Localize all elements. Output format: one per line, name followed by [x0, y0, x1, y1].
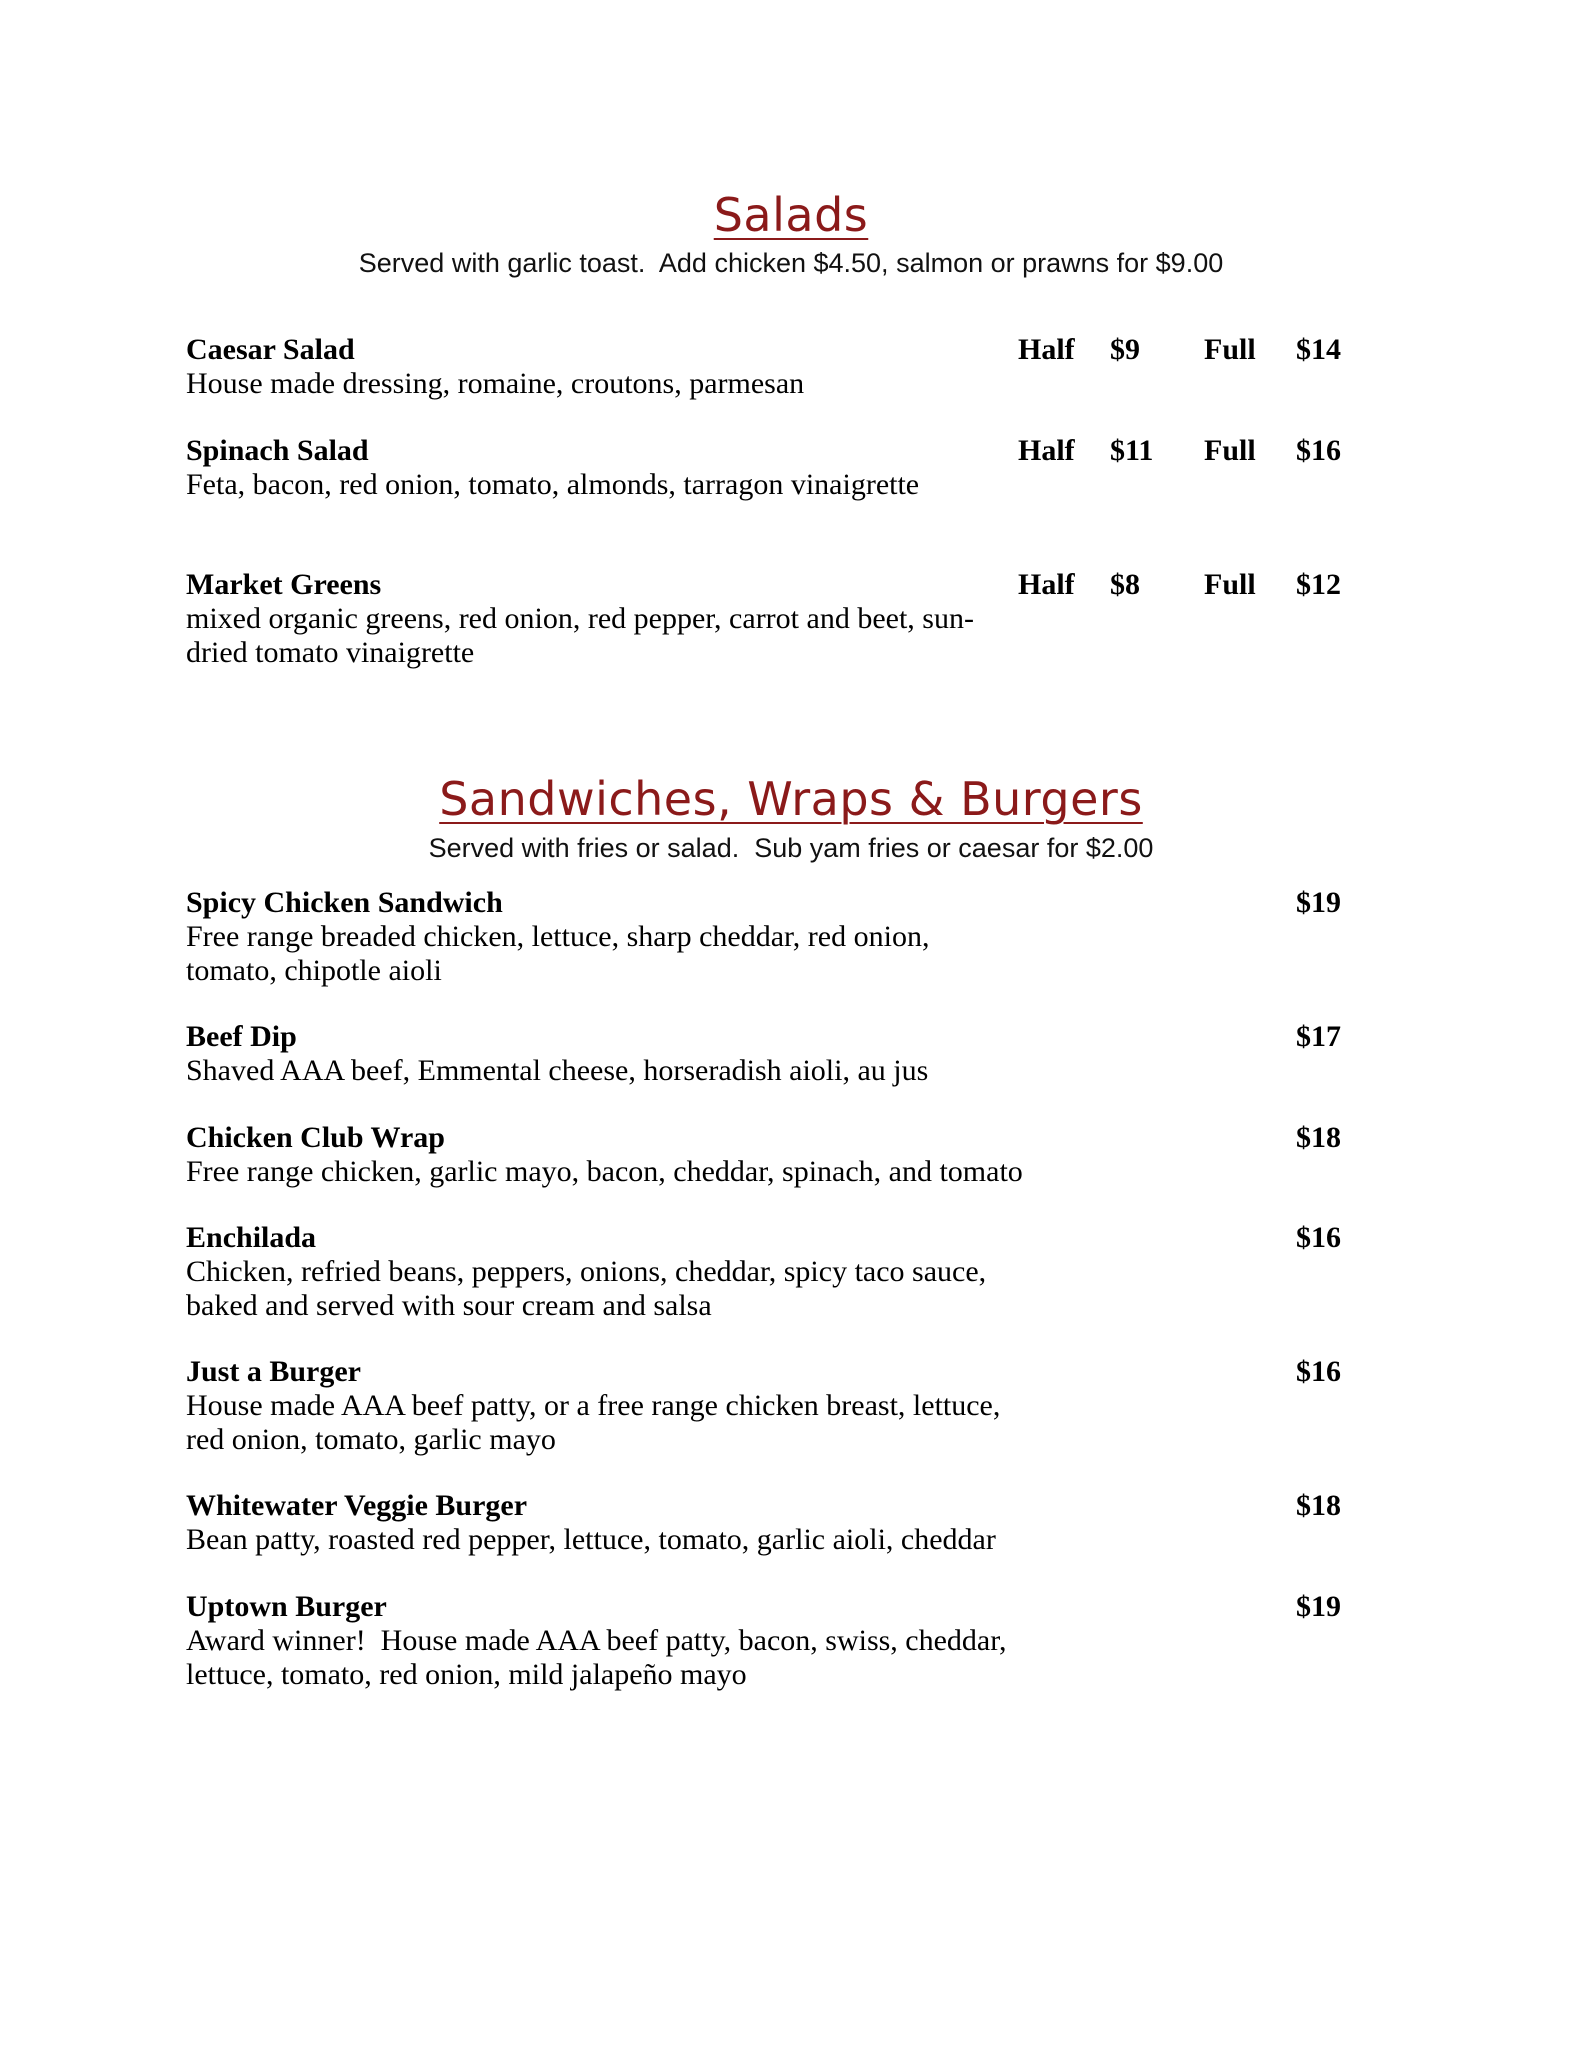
item-name: Enchilada [186, 1221, 317, 1254]
item-description: Bean patty, roasted red pepper, lettuce, tomato, garlic aioli, cheddar [186, 1523, 996, 1556]
item-description: House made dressing, romaine, croutons, parmesan [186, 367, 805, 400]
full-label: Full [1204, 568, 1256, 601]
item-description: Free range chicken, garlic mayo, bacon, cheddar, spinach, and tomato [186, 1155, 1023, 1188]
menu-item [186, 1020, 1356, 1088]
item-description: Chicken, refried beans, peppers, onions, cheddar, spicy taco sauce, baked and served with sour cream and salsa [186, 1255, 987, 1322]
item-description: Shaved AAA beef, Emmental cheese, horseradish aioli, au jus [186, 1054, 929, 1087]
half-label: Half [1018, 434, 1075, 467]
item-price: $16 [1296, 1221, 1341, 1254]
item-description: Award winner! House made AAA beef patty, bacon, swiss, cheddar, lettuce, tomato, red onion, mild jalapeño mayo [186, 1624, 1007, 1691]
full-price: $14 [1296, 333, 1341, 366]
item-description: House made AAA beef patty, or a free range chicken breast, lettuce, red onion, tomato, garlic mayo [186, 1389, 1001, 1456]
salads-heading-text: Salads [713, 188, 869, 242]
half-price: $11 [1110, 434, 1154, 467]
menu-item [186, 1489, 1356, 1557]
item-name: Caesar Salad [186, 333, 355, 366]
item-name: Whitewater Veggie Burger [186, 1489, 528, 1522]
sandwiches-heading-text: Sandwiches, Wraps & Burgers [439, 772, 1143, 826]
sandwiches-note: Served with fries or salad. Sub yam fries or caesar for $2.00 [428, 833, 1154, 863]
menu-item [186, 1221, 1356, 1323]
salads-heading [0, 188, 1582, 242]
full-label: Full [1204, 434, 1256, 467]
item-description: mixed organic greens, red onion, red pepper, carrot and beet, sun-dried tomato vinaigrette [186, 602, 974, 669]
menu-item [186, 1121, 1356, 1189]
item-description: Feta, bacon, red onion, tomato, almonds, tarragon vinaigrette [186, 468, 920, 501]
salads-note: Served with garlic toast. Add chicken $4.50, salmon or prawns for $9.00 [358, 248, 1224, 278]
item-description: Free range breaded chicken, lettuce, sharp cheddar, red onion, tomato, chipotle aioli [186, 920, 930, 987]
item-price: $19 [1296, 886, 1341, 919]
item-name: Beef Dip [186, 1020, 297, 1053]
menu-item [186, 1355, 1356, 1457]
menu-item [186, 333, 1356, 401]
item-price: $18 [1296, 1121, 1341, 1154]
half-price: $8 [1110, 568, 1140, 601]
item-price: $16 [1296, 1355, 1341, 1388]
item-name: Just a Burger [186, 1355, 361, 1388]
item-price: $18 [1296, 1489, 1341, 1522]
half-price: $9 [1110, 333, 1140, 366]
item-name: Spicy Chicken Sandwich [186, 886, 503, 919]
item-name: Uptown Burger [186, 1590, 387, 1623]
half-label: Half [1018, 333, 1075, 366]
item-name: Spinach Salad [186, 434, 369, 467]
menu-item [186, 1590, 1356, 1692]
full-price: $16 [1296, 434, 1341, 467]
full-label: Full [1204, 333, 1256, 366]
menu-item [186, 434, 1356, 502]
sandwiches-heading [0, 772, 1582, 826]
item-name: Market Greens [186, 568, 382, 601]
item-name: Chicken Club Wrap [186, 1121, 445, 1154]
item-price: $17 [1296, 1020, 1341, 1053]
item-price: $19 [1296, 1590, 1341, 1623]
menu-item [186, 568, 1356, 670]
half-label: Half [1018, 568, 1075, 601]
full-price: $12 [1296, 568, 1341, 601]
menu-item [186, 886, 1356, 988]
